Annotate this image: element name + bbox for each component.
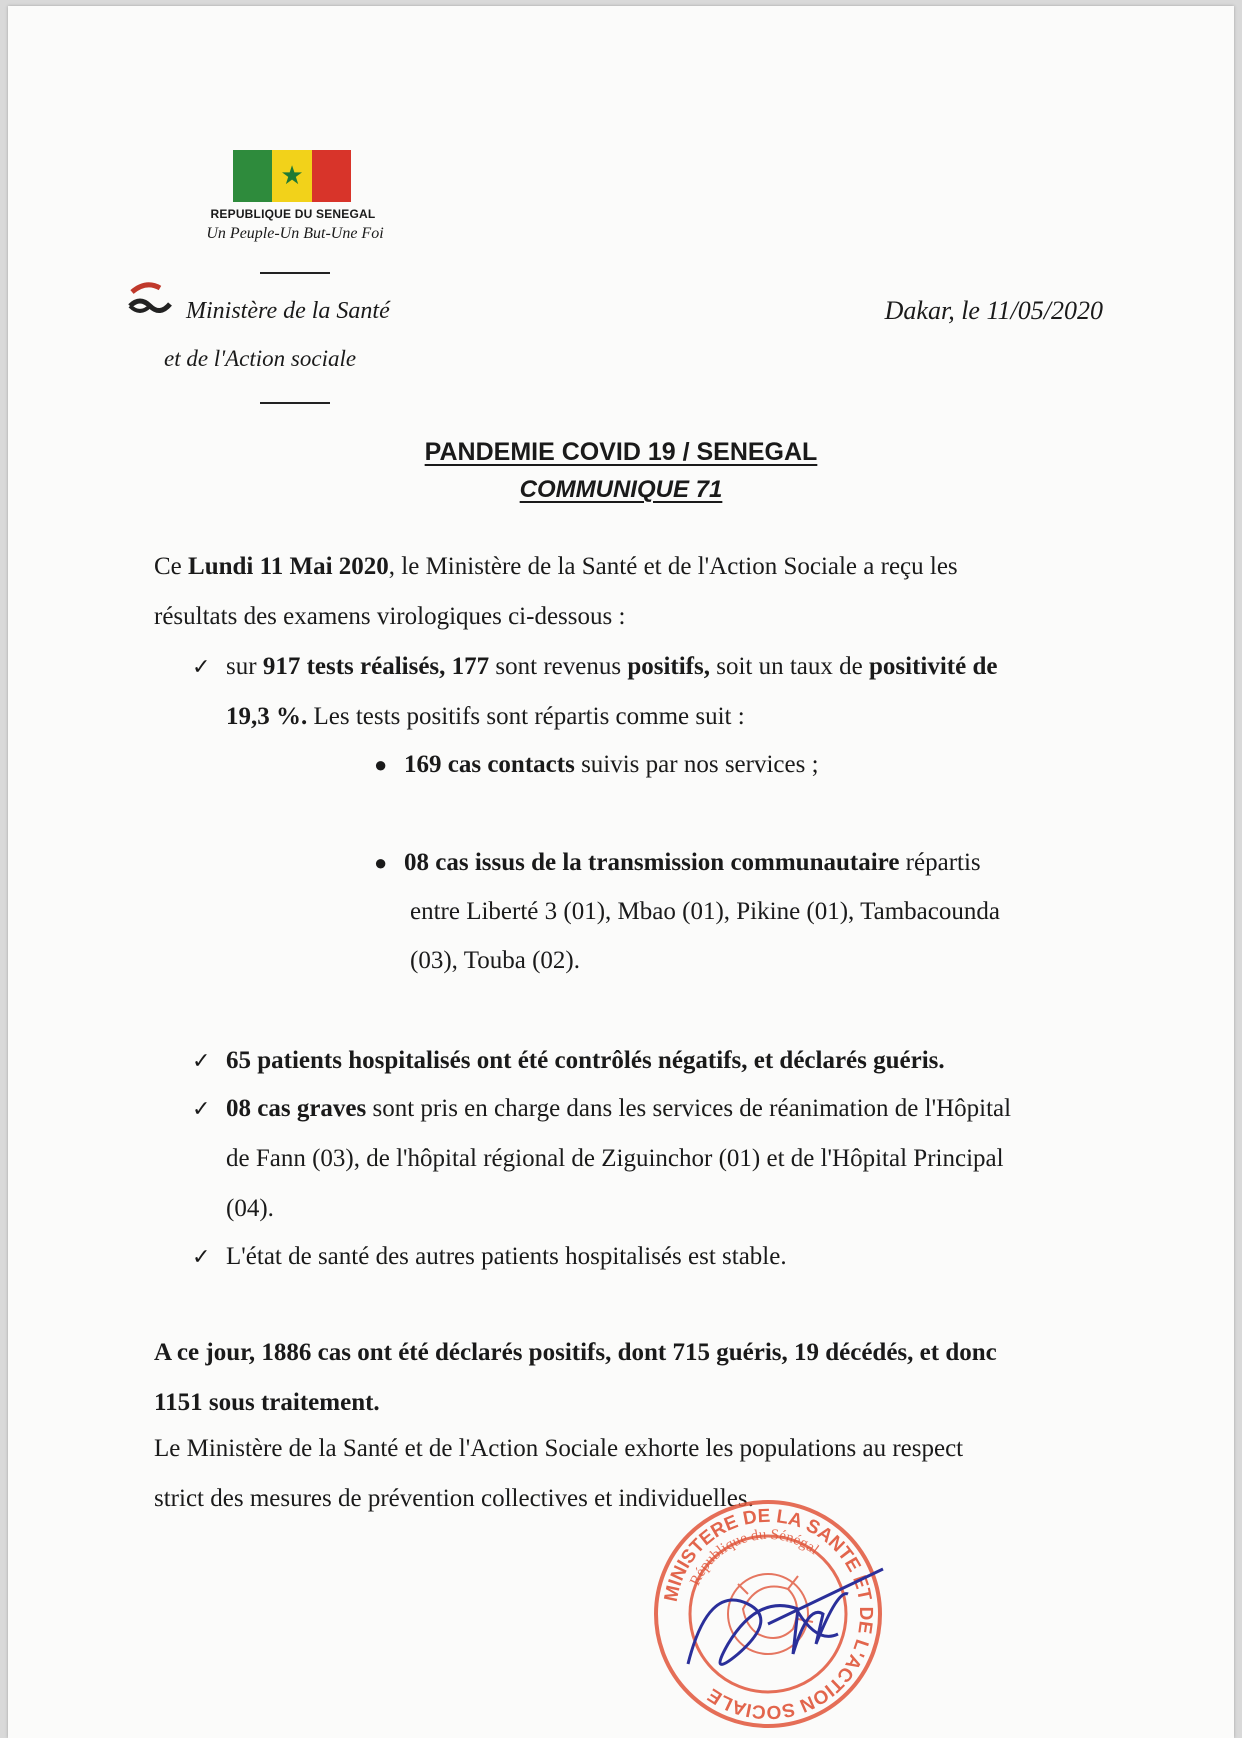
document-title [8,438,1234,467]
header-divider-bottom [260,402,330,404]
ministry-logo-icon [126,282,174,322]
ministry-name-line2: et de l'Action sociale [164,346,357,371]
severe-count: 08 cas graves [226,1095,367,1122]
intro-text: Ce [154,553,189,580]
contacts-count: 169 cas contacts [404,751,575,778]
community-count: 08 cas issus de la transmission communautaire [404,849,900,876]
bullet-stable [192,1242,787,1272]
check-icon: ✓ [192,1245,211,1270]
text: sur [226,653,263,680]
summary-line1: A ce jour, 1886 cas ont été déclarés positifs, dont 715 guéris, 19 décédés, et donc [154,1339,997,1366]
stamp-top-text: République du Sénégal [687,1526,822,1589]
sub-bullet-community [374,848,981,878]
bullet-severe [192,1094,1011,1124]
text: soit un taux de [709,653,869,680]
flag-yellow-band [272,150,311,202]
text: sont revenus [489,653,628,680]
flag-red-band [312,150,351,202]
recovered-text: 65 patients hospitalisés ont été contrôlés négatifs, et déclarés guéris. [226,1047,945,1074]
ministry-name-line1: Ministère de la Santé [186,298,390,324]
text: sont pris en charge dans les services de réanimation de l'Hôpital [366,1095,1012,1122]
communique-number [8,476,1234,504]
bullet-severe-line2: de Fann (03), de l'hôpital régional de Ziguinchor (01) et de l'Hôpital Principal [226,1145,1004,1172]
bullet-icon: ● [374,850,388,875]
document-title-text: PANDEMIE COVID 19 / SENEGAL [424,438,818,466]
stable-text: L'état de santé des autres patients hospitalisés est stable. [226,1243,787,1270]
bullet-recovered [192,1046,945,1076]
check-icon: ✓ [192,655,211,680]
positivity-label: positivité de [869,653,998,680]
senegal-flag [233,150,351,202]
check-icon: ✓ [192,1049,211,1074]
communique-number-text: COMMUNIQUE 71 [519,476,723,503]
intro-date: Lundi 11 Mai 2020 [188,553,389,580]
tests-count: 917 tests réalisés, 177 [262,653,490,680]
check-icon: ✓ [192,1097,211,1122]
document-page [8,6,1234,1738]
closing-line1: Le Ministère de la Santé et de l'Action Sociale exhorte les populations au respect [154,1435,964,1462]
intro-text-rest: , le Ministère de la Santé et de l'Action Sociale a reçu les [388,553,958,580]
national-motto: Un Peuple-Un But-Une Foi [206,225,384,242]
sub-bullet-contacts [374,750,819,780]
flag-green-band [233,150,272,202]
text: Les tests positifs sont répartis comme suit : [307,703,745,730]
closing-line2: strict des mesures de prévention collectives et individuelles. [154,1485,754,1512]
bullet-tests-line2 [226,702,745,732]
intro-line1 [154,552,1102,582]
summary-line2: 1151 sous traitement. [154,1389,380,1416]
date-line: Dakar, le 11/05/2020 [884,296,1103,325]
text: répartis [899,849,981,876]
stamp-outer-text: MINISTERE DE LA SANTE ET DE L'ACTION SOCIALE [660,1505,877,1723]
intro-line2: résultats des examens virologiques ci-dessous : [154,603,626,630]
republic-name: REPUBLIQUE DU SENEGAL [210,207,376,221]
bullet-severe-line3: (04). [226,1195,274,1222]
header-divider-top [260,272,330,274]
bullet-icon: ● [374,752,388,777]
bullet-tests [192,652,1102,682]
star-icon: ★ [280,161,304,190]
positivity-rate: 19,3 %. [226,703,308,730]
official-stamp [648,1494,888,1734]
sub-bullet-community-line2: entre Liberté 3 (01), Mbao (01), Pikine (01), Tambacounda [410,898,1000,925]
text: suivis par nos services ; [574,751,819,778]
positive-label: positifs, [627,653,710,680]
sub-bullet-community-line3: (03), Touba (02). [410,947,580,974]
